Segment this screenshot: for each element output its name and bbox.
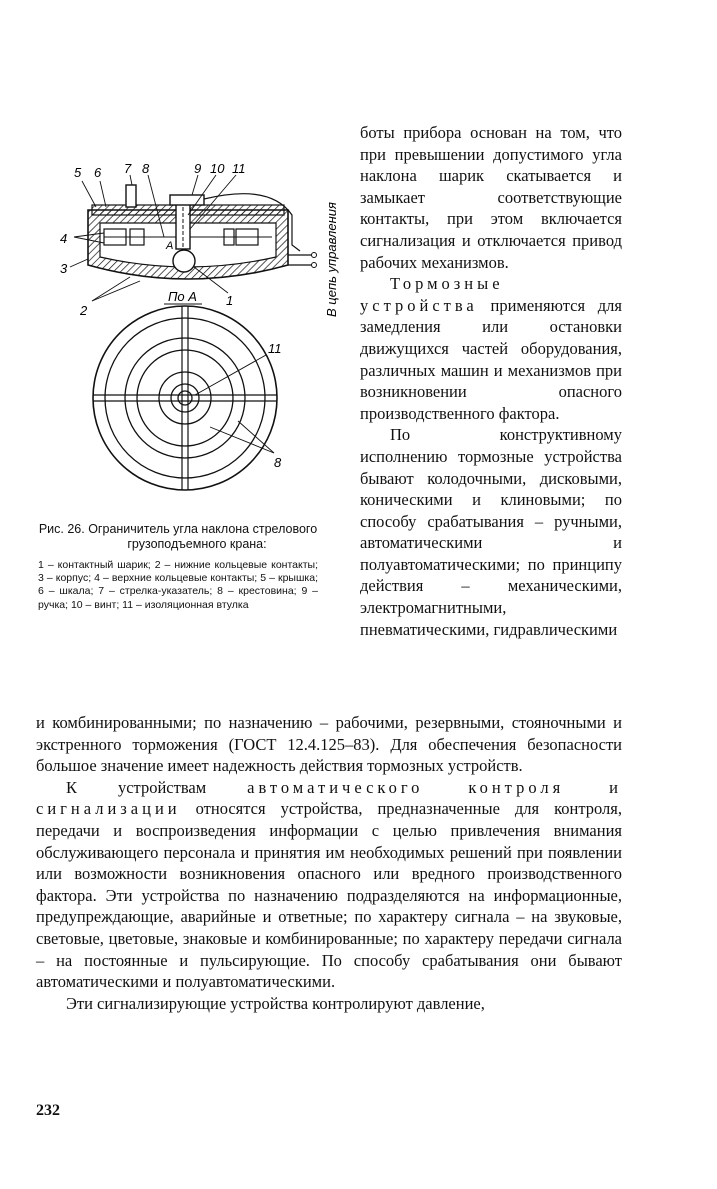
- label-3: 3: [60, 261, 68, 276]
- label-10: 10: [210, 161, 225, 176]
- label-11: 11: [232, 161, 246, 176]
- label-5: 5: [74, 165, 82, 180]
- paragraph-rest: применяются для замедления или остановки движущихся частей оборудования, различных машин и механизмов при возникновении опасного производственного фактора.: [360, 295, 622, 423]
- label-7: 7: [124, 161, 132, 176]
- plan-view: [93, 306, 282, 490]
- label-8-plan: 8: [274, 455, 282, 470]
- paragraph: и комбинированными; по назначению – рабочими, резервными, стояночными и экстренного торможения (ГОСТ 12.4.125–83). Для обеспечения безопасности большое значение имеет надежность действия тормозных устройств.: [36, 713, 622, 776]
- label-4: 4: [60, 231, 68, 246]
- paragraph-lead: К устройствам: [66, 777, 248, 797]
- paragraph: Эти сигнализирующие устройства контролируют давление,: [66, 993, 485, 1013]
- page-number: 232: [36, 1102, 60, 1119]
- view-label: По А: [168, 289, 197, 304]
- body-text: [36, 712, 622, 1014]
- label-1: 1: [226, 293, 234, 308]
- label-11-plan: 11: [268, 341, 282, 356]
- section-view: [60, 161, 339, 318]
- term-spaced: Тормозные устройства: [360, 274, 504, 315]
- label-9: 9: [194, 161, 202, 176]
- caption-legend: 1 – контактный шарик; 2 – нижние кольцевые контакты; 3 – корпус; 4 – верхние кольцевые контакты; 5 – крышка; 6 – шкала; 7 – стрелка-указатель; 8 – крестовина; 9 – ручка; 10 – винт; 11 – изоляционная втулка: [38, 559, 318, 611]
- paragraph-rest: относятся устройства, предназначенные для контроля, передачи и воспроизведения информации с целью привлечения внимания обслуживающего персонала и принятия им необходимых решений при появлении или возможности возникновения опасного или вредного производственного фактора. Эти устройства по назначению подразделяются на информационные, предупреждающие, аварийные и ответные; по характеру сигнала – на звуковые, световые, цветовые, знаковые и комбинированные; по характеру передачи сигнала – на постоянные и пульсирующие. По способу срабатывания они бывают автоматическими и полуавтоматическими.: [36, 799, 622, 992]
- figure-caption: [38, 522, 318, 612]
- right-column-text: [360, 122, 622, 640]
- label-2: 2: [80, 303, 88, 318]
- label-6: 6: [94, 165, 102, 180]
- label-a: A: [166, 240, 174, 252]
- paragraph: По конструктивному исполнению тормозные устройства бывают колодочными, дисковыми, коническими и клиновыми; по способу срабатывания – ручными, автоматическими и полуавтоматическими; по принципу действия – механическими, электромагнитными, пневматическими, гидравлическими: [360, 425, 622, 639]
- paragraph: [36, 777, 622, 993]
- term-spaced: автоматического контроля и сигнализации: [36, 777, 622, 819]
- label-8: 8: [142, 161, 150, 176]
- caption-title: Рис. 26. Ограничитель угла наклона стрелового грузоподъемного крана:: [38, 522, 318, 551]
- control-circuit-label: В цепь управления: [324, 202, 339, 317]
- paragraph: [360, 273, 622, 424]
- limiter-drawing: [60, 155, 350, 520]
- paragraph: боты прибора основан на том, что при превышении допустимого угла наклона шарик скатывается и замыкает соответствующие контакты, при этом включается сигнализация и отключается привод рабочих механизмов.: [360, 123, 622, 272]
